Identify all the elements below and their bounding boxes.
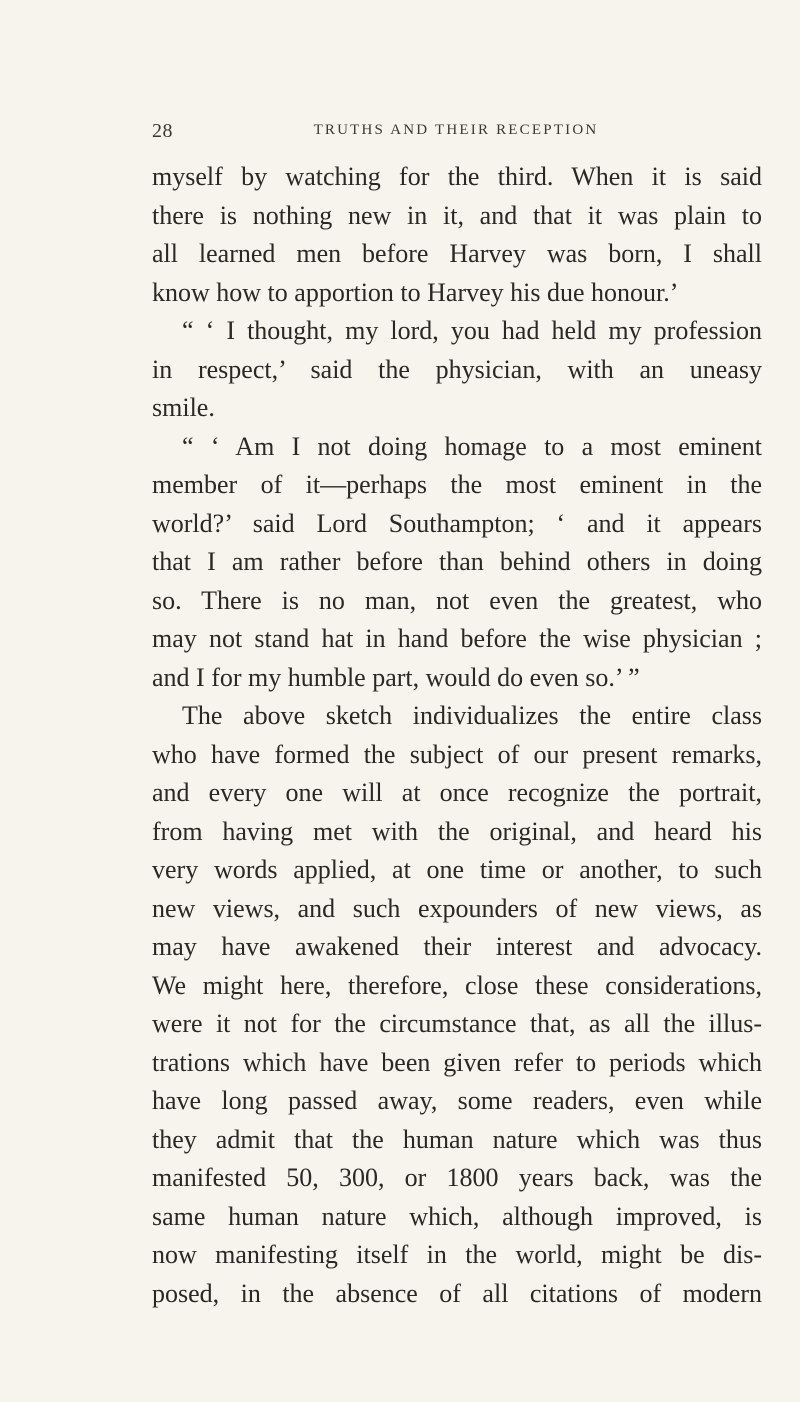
text-line: there is nothing new in it, and that it was plain to — [152, 200, 762, 230]
text-line: who have formed the subject of our present remarks, — [152, 739, 762, 769]
running-head — [152, 120, 760, 148]
text-line: world?’ said Lord Southampton; ‘ and it appears — [152, 508, 762, 538]
text-line: We might here, therefore, close these considerations, — [152, 970, 762, 1000]
page-number: 28 — [152, 120, 173, 142]
text-line: all learned men before Harvey was born, I shall — [152, 239, 762, 268]
text-line: from having met with the original, and heard his — [152, 816, 762, 846]
running-title: TRUTHS AND THEIR RECEPTION — [313, 122, 599, 138]
text-line: The above sketch individualizes the entire class — [182, 701, 762, 730]
text-line: trations which have been given refer to periods which — [152, 1047, 762, 1077]
text-line: that I am rather before than behind others in doing — [152, 547, 762, 576]
text-line: may have awakened their interest and advocacy. — [152, 932, 762, 961]
text-line: new views, and such expounders of new views, as — [152, 893, 762, 923]
text-line: may not stand hat in hand before the wise physician ; — [152, 624, 762, 653]
text-line: have long passed away, some readers, even while — [152, 1086, 762, 1115]
text-line: know how to apportion to Harvey his due honour.’ — [152, 277, 679, 307]
text-line: now manifesting itself in the world, might be dis- — [152, 1240, 762, 1269]
text-line: posed, in the absence of all citations of modern — [152, 1278, 762, 1308]
text-line: “ ‘ I thought, my lord, you had held my profession — [182, 316, 762, 345]
text-line: manifested 50, 300, or 1800 years back, was the — [152, 1163, 762, 1192]
text-line: were it not for the circumstance that, as all the illus- — [152, 1009, 762, 1038]
text-line: in respect,’ said the physician, with an uneasy — [152, 354, 762, 384]
text-line: smile. — [152, 393, 215, 422]
body-text — [152, 158, 762, 1313]
text-line: myself by watching for the third. When it is said — [152, 162, 762, 191]
text-line: very words applied, at one time or another, to such — [152, 855, 762, 884]
text-line: and every one will at once recognize the portrait, — [152, 778, 762, 807]
text-line: so. There is no man, not even the greatest, who — [152, 585, 762, 615]
text-line: same human nature which, although improved, is — [152, 1201, 762, 1231]
text-line: member of it—perhaps the most eminent in the — [152, 470, 762, 499]
text-line: and I for my humble part, would do even so.’ ” — [152, 662, 640, 692]
text-line: they admit that the human nature which was thus — [152, 1124, 762, 1154]
text-line: “ ‘ Am I not doing homage to a most eminent — [182, 431, 762, 461]
